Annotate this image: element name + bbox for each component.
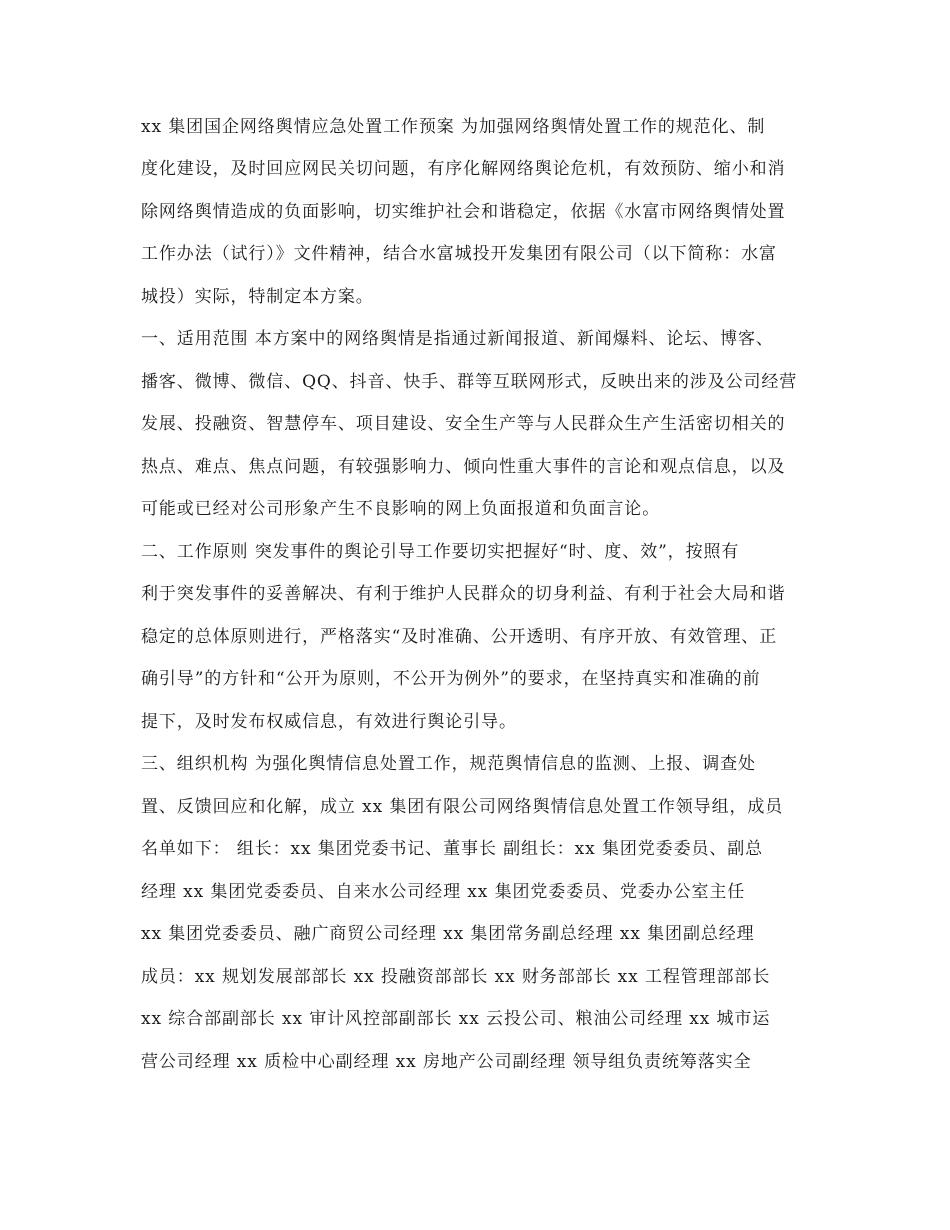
text-line: 经理 xx 集团党委委员、自来水公司经理 xx 集团党委委员、党委办公室主任 xyxy=(141,882,746,902)
text-line: 播客、微博、微信、QQ、抖音、快手、群等互联网形式，反映出来的涉及公司经营 xyxy=(141,372,798,392)
text-line: 度化建设，及时回应网民关切问题，有序化解网络舆论危机，有效预防、缩小和消 xyxy=(141,159,786,179)
text-line: 确引导”的方针和“公开为原则，不公开为例外”的要求，在坚持真实和准确的前 xyxy=(141,669,761,689)
text-line: 三、组织机构 为强化舆情信息处置工作，规范舆情信息的监测、上报、调查处 xyxy=(141,754,756,774)
text-line: xx 集团党委委员、融广商贸公司经理 xx 集团常务副总经理 xx 集团副总经理 xyxy=(141,924,755,944)
text-line: xx 集团国企网络舆情应急处置工作预案 为加强网络舆情处置工作的规范化、制 xyxy=(141,117,766,137)
text-line: 城投）实际，特制定本方案。 xyxy=(141,287,374,307)
text-line: 工作办法（试行）》文件精神，结合水富城投开发集团有限公司（以下简称：水富 xyxy=(141,244,777,264)
text-line: 置、反馈回应和化解，成立 xx 集团有限公司网络舆情信息处置工作领导组，成员 xyxy=(141,797,784,817)
text-line: 成员：xx 规划发展部部长 xx 投融资部部长 xx 财务部部长 xx 工程管理部部长 xyxy=(141,967,771,987)
text-line: 利于突发事件的妥善解决、有利于维护人民群众的切身利益、有利于社会大局和谐 xyxy=(141,584,786,604)
text-line: 名单如下： 组长：xx 集团党委书记、董事长 副组长：xx 集团党委委员、副总 xyxy=(141,839,764,859)
text-line: 一、适用范围 本方案中的网络舆情是指通过新闻报道、新闻爆料、论坛、博客、 xyxy=(141,329,774,349)
text-line: 可能或已经对公司形象产生不良影响的网上负面报道和负面言论。 xyxy=(141,499,661,519)
text-line: 除网络舆情造成的负面影响，切实维护社会和谐稳定，依据《水富市网络舆情处置 xyxy=(141,202,786,222)
text-line: 提下，及时发布权威信息，有效进行舆论引导。 xyxy=(141,712,517,732)
text-line: 稳定的总体原则进行，严格落实“及时准确、公开透明、有序开放、有效管理、正 xyxy=(141,627,778,647)
text-line: xx 综合部副部长 xx 审计风控部副部长 xx 云投公司、粮油公司经理 xx 城市运 xyxy=(141,1009,771,1029)
text-line: 二、工作原则 突发事件的舆论引导工作要切实把握好“时、度、效”，按照有 xyxy=(141,542,740,562)
text-line: 热点、难点、焦点问题，有较强影响力、倾向性重大事件的言论和观点信息，以及 xyxy=(141,457,786,477)
text-line: 发展、投融资、智慧停车、项目建设、安全生产等与人民群众生产生活密切相关的 xyxy=(141,414,786,434)
text-line: 营公司经理 xx 质检中心副经理 xx 房地产公司副经理 领导组负责统筹落实全 xyxy=(141,1052,752,1072)
